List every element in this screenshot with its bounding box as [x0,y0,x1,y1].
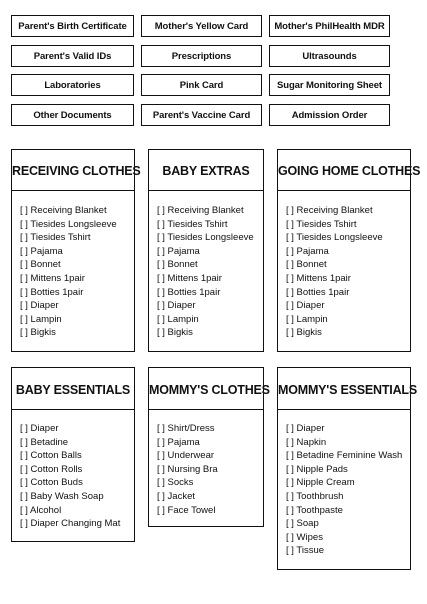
list-item[interactable]: [ ] Mittens 1pair [157,272,222,284]
panel-divider [149,190,263,191]
list-item[interactable]: [ ] Diaper Changing Mat [20,518,121,530]
list-item[interactable]: [ ] Pajama [157,245,200,257]
doc-parents-valid-ids[interactable]: Parent's Valid IDs [11,45,134,67]
doc-pink-card[interactable]: Pink Card [141,74,262,96]
doc-parents-birth-certificate[interactable]: Parent's Birth Certificate [11,15,134,37]
doc-admission-order[interactable]: Admission Order [269,104,390,126]
checklist [286,422,406,558]
panel-mommys-essentials [277,367,417,570]
list-item[interactable]: [ ] Botties 1pair [157,286,221,298]
list-item[interactable]: [ ] Toothpaste [286,504,343,516]
doc-parents-vaccine-card[interactable]: Parent's Vaccine Card [141,104,262,126]
list-item[interactable]: [ ] Bonnet [157,259,198,271]
list-item[interactable]: [ ] Tissue [286,545,325,557]
panel-baby-essentials [11,367,135,542]
list-item[interactable]: [ ] Tiesides Tshirt [157,218,228,230]
list-item[interactable]: [ ] Tiesides Longsleeve [286,232,383,244]
list-item[interactable]: [ ] Nipple Pads [286,463,348,475]
doc-mothers-yellow-card[interactable]: Mother's Yellow Card [141,15,262,37]
panel-title: GOING HOME CLOTHES [278,164,421,178]
panel-receiving-clothes [11,149,141,352]
checklist [157,422,259,517]
list-item[interactable]: [ ] Receiving Blanket [157,205,244,216]
list-item[interactable]: [ ] Tiesides Longsleeve [157,232,254,244]
list-item[interactable]: [ ] Bigkis [286,327,322,339]
list-item[interactable]: [ ] Jacket [157,490,196,502]
list-item[interactable]: [ ] Lampin [20,313,62,325]
list-item[interactable]: [ ] Face Towel [157,504,216,516]
doc-mothers-philhealth-mdr[interactable]: Mother's PhilHealth MDR [269,15,390,37]
checklist [20,204,130,340]
list-item[interactable]: [ ] Bonnet [286,259,327,271]
panel-divider [149,409,263,410]
list-item[interactable]: [ ] Tiesides Tshirt [20,232,91,244]
checklist [157,204,259,340]
panel-title: MOMMY'S ESSENTIALS [278,383,417,397]
panel-divider [12,409,134,410]
list-item[interactable]: [ ] Socks [157,477,194,489]
panel-title: MOMMY'S CLOTHES [149,383,270,397]
list-item[interactable]: [ ] Nipple Cream [286,477,355,489]
list-item[interactable]: [ ] Betadine Feminine Wash [286,450,403,462]
panel-divider [278,409,410,410]
panel-baby-extras [148,149,264,352]
list-item[interactable]: [ ] Baby Wash Soap [20,490,104,502]
list-item[interactable]: [ ] Pajama [157,436,200,448]
list-item[interactable]: [ ] Botties 1pair [286,286,350,298]
list-item[interactable]: [ ] Diaper [20,423,59,434]
list-item[interactable]: [ ] Toothbrush [286,490,344,502]
list-item[interactable]: [ ] Cotton Balls [20,450,82,462]
checklist [286,204,406,340]
list-item[interactable]: [ ] Pajama [286,245,329,257]
panel-title: RECEIVING CLOTHES [12,164,141,178]
panel-divider [12,190,134,191]
list-item[interactable]: [ ] Diaper [20,300,59,312]
panel-going-home-clothes [277,149,421,352]
list-item[interactable]: [ ] Pajama [20,245,63,257]
list-item[interactable]: [ ] Betadine [20,436,69,448]
list-item[interactable]: [ ] Tiesides Tshirt [286,218,357,230]
list-item[interactable]: [ ] Tiesides Longsleeve [20,218,117,230]
list-item[interactable]: [ ] Receiving Blanket [286,205,373,216]
doc-laboratories[interactable]: Laboratories [11,74,134,96]
doc-prescriptions[interactable]: Prescriptions [141,45,262,67]
list-item[interactable]: [ ] Botties 1pair [20,286,84,298]
list-item[interactable]: [ ] Mittens 1pair [20,272,85,284]
list-item[interactable]: [ ] Cotton Rolls [20,463,83,475]
doc-other-documents[interactable]: Other Documents [11,104,134,126]
doc-ultrasounds[interactable]: Ultrasounds [269,45,390,67]
list-item[interactable]: [ ] Cotton Buds [20,477,83,489]
panel-title: BABY ESSENTIALS [15,383,131,397]
list-item[interactable]: [ ] Shirt/Dress [157,423,215,434]
panel-title: BABY EXTRAS [162,164,250,178]
list-item[interactable]: [ ] Underwear [157,450,215,462]
list-item[interactable]: [ ] Mittens 1pair [286,272,351,284]
list-item[interactable]: [ ] Diaper [286,423,325,434]
list-item[interactable]: [ ] Wipes [286,531,323,543]
checklist [20,422,130,531]
panel-divider [278,190,410,191]
list-item[interactable]: [ ] Napkin [286,436,327,448]
list-item[interactable]: [ ] Diaper [157,300,196,312]
list-item[interactable]: [ ] Lampin [286,313,328,325]
list-item[interactable]: [ ] Bonnet [20,259,61,271]
list-item[interactable]: [ ] Lampin [157,313,199,325]
list-item[interactable]: [ ] Receiving Blanket [20,205,107,216]
list-item[interactable]: [ ] Bigkis [157,327,193,339]
list-item[interactable]: [ ] Soap [286,518,319,530]
panel-mommys-clothes [148,367,270,527]
list-item[interactable]: [ ] Bigkis [20,327,56,339]
doc-sugar-monitoring-sheet[interactable]: Sugar Monitoring Sheet [269,74,390,96]
list-item[interactable]: [ ] Alcohol [20,504,62,516]
list-item[interactable]: [ ] Nursing Bra [157,463,218,475]
list-item[interactable]: [ ] Diaper [286,300,325,312]
